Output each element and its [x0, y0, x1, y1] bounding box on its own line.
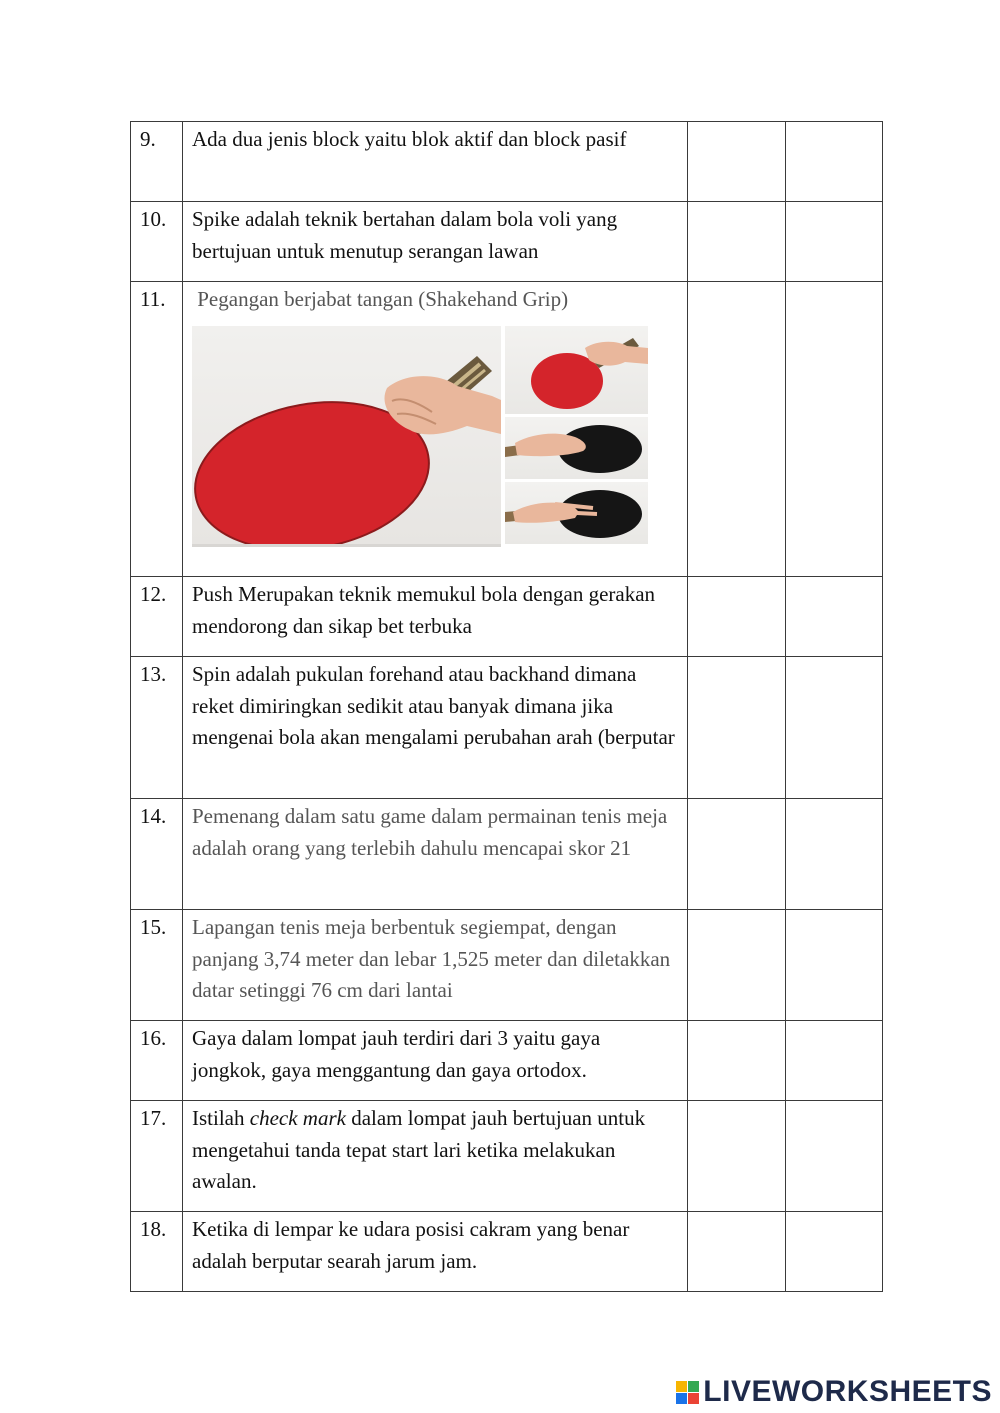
logo-square — [688, 1381, 699, 1392]
answer-box-true[interactable] — [688, 910, 786, 1021]
answer-box-false[interactable] — [786, 657, 883, 799]
question-number: 14. — [131, 799, 183, 910]
question-number: 10. — [131, 202, 183, 282]
answer-box-false[interactable] — [786, 202, 883, 282]
question-number: 16. — [131, 1021, 183, 1101]
question-row-11 — [131, 282, 883, 577]
question-number: 12. — [131, 577, 183, 657]
question-text: Pemenang dalam satu game dalam permainan tenis meja adalah orang yang terlebih dahulu mencapai skor 21 — [183, 799, 688, 910]
answer-box-false[interactable] — [786, 1212, 883, 1292]
black-paddle-thumb-illustration — [505, 417, 648, 479]
question-text: Push Merupakan teknik memukul bola dengan gerakan mendorong dan sikap bet terbuka — [183, 577, 688, 657]
question-text-part: Istilah — [192, 1106, 250, 1130]
question-text: Ada dua jenis block yaitu blok aktif dan block pasif — [183, 122, 688, 202]
logo-square — [676, 1381, 687, 1392]
black-paddle-fingers-illustration — [505, 482, 648, 544]
logo-square — [688, 1393, 699, 1404]
liveworksheets-logo-icon — [676, 1381, 699, 1404]
question-text: Spin adalah pukulan forehand atau backhand dimana reket dimiringkan sedikit atau banyak dimana jika mengenai bola akan mengalami perubahan arah (berputar — [183, 657, 688, 799]
question-row-12 — [131, 577, 883, 657]
question-row-9 — [131, 122, 883, 202]
red-paddle-thumb-illustration — [505, 326, 648, 414]
answer-box-true[interactable] — [688, 1101, 786, 1212]
liveworksheets-logo[interactable] — [676, 1377, 992, 1407]
logo-square — [676, 1393, 687, 1404]
question-text-italic: check mark — [249, 1106, 346, 1130]
question-row-10 — [131, 202, 883, 282]
answer-box-false[interactable] — [786, 122, 883, 202]
answer-box-true[interactable] — [688, 1212, 786, 1292]
question-row-14 — [131, 799, 883, 910]
question-text: Lapangan tenis meja berbentuk segiempat, dengan panjang 3,74 meter dan lebar 1,525 meter dan diletakkan datar setinggi 76 cm dari lantai — [183, 910, 688, 1021]
question-text-part: dalam lompat jauh bertujuan untuk mengetahui tanda tepat start lari ketika melakukan awalan. — [192, 1106, 646, 1193]
question-row-15 — [131, 910, 883, 1021]
answer-box-false[interactable] — [786, 577, 883, 657]
question-table — [130, 121, 883, 1292]
answer-box-true[interactable] — [688, 577, 786, 657]
question-text: Ketika di lempar ke udara posisi cakram yang benar adalah berputar searah jarum jam. — [183, 1212, 688, 1292]
question-row-16 — [131, 1021, 883, 1101]
shakehand-thumb-red-paddle — [505, 326, 648, 414]
red-paddle-illustration — [192, 326, 501, 544]
question-row-13 — [131, 657, 883, 799]
shakehand-thumb-black-paddle — [505, 417, 648, 479]
answer-box-true[interactable] — [688, 799, 786, 910]
answer-box-true[interactable] — [688, 282, 786, 577]
shakehand-grip-image — [192, 326, 679, 551]
question-number: 15. — [131, 910, 183, 1021]
answer-box-true[interactable] — [688, 122, 786, 202]
liveworksheets-wordmark: LIVEWORKSHEETS — [703, 1375, 992, 1408]
answer-box-false[interactable] — [786, 1021, 883, 1101]
answer-box-true[interactable] — [688, 202, 786, 282]
question-row-18 — [131, 1212, 883, 1292]
answer-box-true[interactable] — [688, 1021, 786, 1101]
question-cell-with-image — [183, 282, 688, 577]
question-number: 18. — [131, 1212, 183, 1292]
question-text — [183, 1101, 688, 1212]
answer-box-false[interactable] — [786, 1101, 883, 1212]
question-text: Gaya dalam lompat jauh terdiri dari 3 yaitu gaya jongkok, gaya menggantung dan gaya ortodox. — [183, 1021, 688, 1101]
answer-box-false[interactable] — [786, 910, 883, 1021]
question-number: 17. — [131, 1101, 183, 1212]
question-text: Pegangan berjabat tangan (Shakehand Grip) — [192, 287, 569, 311]
question-number: 13. — [131, 657, 183, 799]
question-number: 11. — [131, 282, 183, 577]
answer-box-false[interactable] — [786, 799, 883, 910]
shakehand-grip-main-photo — [192, 326, 501, 547]
question-text: Spike adalah teknik bertahan dalam bola voli yang bertujuan untuk menutup serangan lawan — [183, 202, 688, 282]
answer-box-false[interactable] — [786, 282, 883, 577]
answer-box-true[interactable] — [688, 657, 786, 799]
question-number: 9. — [131, 122, 183, 202]
question-row-17 — [131, 1101, 883, 1212]
shakehand-thumb-fingers — [505, 482, 648, 544]
